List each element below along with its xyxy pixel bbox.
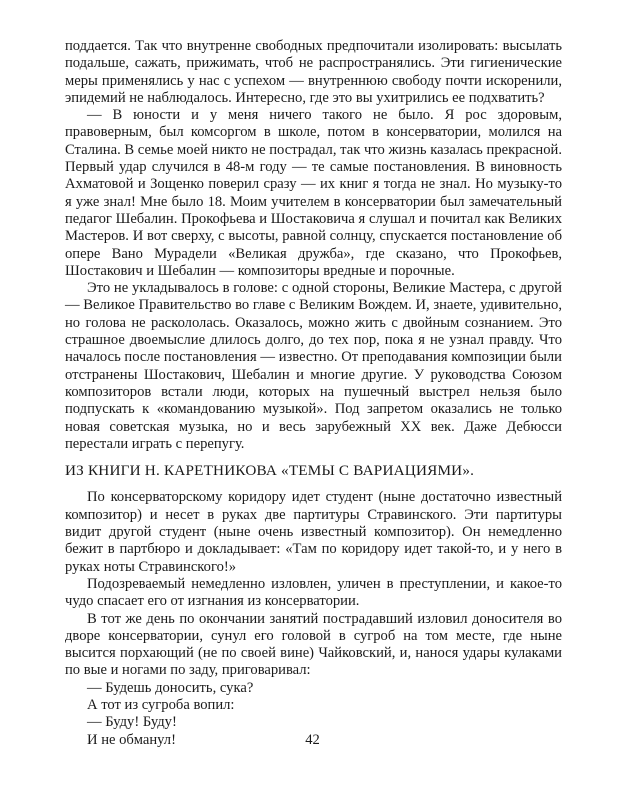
dialogue-line: — Буду! Буду! — [87, 714, 177, 731]
paragraph: Подозреваемый немедленно изловлен, уличен в преступлении, и какое-то чудо спасает его от изгнания из консерватории. — [65, 575, 562, 610]
dialogue-line: А тот из сугроба вопил: — [87, 696, 235, 713]
dialogue-line: — Будешь доносить, сука? — [87, 679, 254, 696]
section-heading: ИЗ КНИГИ Н. КАРЕТНИКОВА «ТЕМЫ С ВАРИАЦИЯМИ». — [65, 462, 475, 480]
paragraph: поддается. Так что внутренне свободных предпочитали изолировать: высылать подальше, сажать, прижимать, чтоб не распространялись. Эти гигиенические меры применялись у нас с успехом — внутреннюю свободу почти искоренили, эпидемий не наблюдалось. Интересно, где это вы ухитрились ее подхватить? — [65, 38, 562, 106]
dialogue-line: И не обманул! — [87, 731, 176, 748]
paragraph: — В юности и у меня ничего такого не было. Я рос здоровым, правоверным, был комсоргом в школе, потом в консерватории, молился на Сталина. В семье моей никто не пострадал, так что жизнь казалась прекрасной. Первый удар случился в 48-м году — те самые постановления. В виновность Ахматовой и Зощенко поверил сразу — их книг я тогда не знал. Но музыку-то я уже знал! Мне было 18. Моим учителем в консерватории был замечательный педагог Шебалин. Прокофьева и Шостаковича я слушал и почитал как Великих Мастеров. И вот сверху, с высоты, равной солнцу, спускается постановление об опере Вано Мурадели «Великая дружба», где сказано, что Прокофьев, Шостакович и Шебалин — композиторы вредные и порочные. — [65, 107, 562, 279]
page-number: 42 — [305, 732, 320, 748]
paragraph: В тот же день по окончании занятий пострадавший изловил доносителя во дворе консерватории, сунул его головой в сугроб на том месте, где ныне высится порхающий (не по своей вине) Чайковский, и, нанося удары кулаками по вые и ногами по заду, приговаривал: — [65, 610, 562, 679]
document-page — [65, 38, 562, 749]
paragraph: По консерваторскому коридору идет студент (ныне достаточно известный композитор) и несет в руках две партитуры Стравинского. Эти партитуры видит другой студент (ныне очень известный композитор). Он немедленно бежит в партбюро и докладывает: «Там по коридору идет такой-то, и у него в руках ноты Стравинского!» — [65, 489, 562, 575]
paragraph: Это не укладывалось в голове: с одной стороны, Великие Мастера, с другой — Великое Правительство во главе с Великим Вождем. И, знаете, удивительно, но голова не раскололась. Оказалось, можно жить с двойным сознанием. Это страшное двоемыслие длилось долго, до тех пор, пока я не узнал правду. Что началось после постановления — известно. От преподавания композиции были отстранены Шостакович, Шебалин и многие другие. У руководства Союзом композиторов встали люди, которых на пушечный выстрел нельзя было подпускать к «командованию музыкой». Под запретом оказались не только новая советская музыка, но и весь зарубежный XX век. Даже Дебюсси перестали играть с перепугу. — [65, 280, 562, 452]
